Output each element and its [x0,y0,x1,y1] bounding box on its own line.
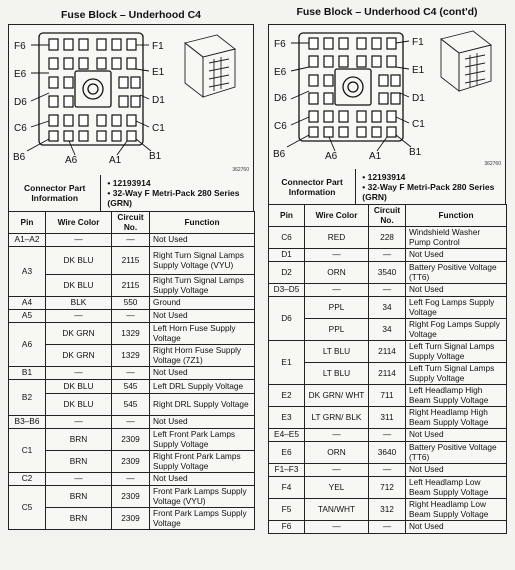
table-row [9,429,255,451]
table-row [9,297,255,310]
cell-circuit: — [112,416,150,429]
table-row [9,345,255,367]
cell-circuit: — [369,429,406,442]
svg-text:A1: A1 [369,151,382,162]
connector-part-details [101,175,253,211]
header-circuit: Circuit No. [112,212,150,234]
cell-circuit: 2114 [369,341,406,363]
cell-color: — [305,429,369,442]
cell-color: — [46,310,112,323]
svg-text:A1: A1 [109,155,122,166]
cell-color: ORN [305,262,369,284]
header-circuit: Circuit No. [369,205,406,227]
svg-text:B6: B6 [273,149,286,160]
cell-function: Not Used [150,367,255,380]
cell-color: PPL [305,319,369,341]
cell-pin: C2 [9,473,46,486]
table-row [9,367,255,380]
header-wire-color: Wire Color [46,212,112,234]
table-row [269,385,507,407]
table-row [9,473,255,486]
table-row [269,464,507,477]
right-panel [268,0,506,570]
table-header-row [9,212,255,234]
cell-circuit: — [112,473,150,486]
cell-function: Right Headlamp High Beam Supply Voltage [406,407,507,429]
connector-part-label: Connector Part Information [9,175,101,211]
svg-text:E1: E1 [412,65,425,76]
svg-text:C6: C6 [274,121,287,132]
cell-function: Not Used [150,234,255,247]
cell-function: Right Turn Signal Lamps Supply Voltage [150,275,255,297]
cell-function: Ground [150,297,255,310]
cell-function: Not Used [406,521,507,534]
cell-circuit: 2309 [112,429,150,451]
table-row [9,310,255,323]
cell-pin: A1–A2 [9,234,46,247]
cell-pin: E4–E5 [269,429,305,442]
svg-text:C1: C1 [152,123,165,134]
cell-circuit: 711 [369,385,406,407]
cell-function: Front Park Lamps Supply Voltage [150,508,255,530]
svg-text:F6: F6 [274,39,286,50]
connector-part-info [268,169,506,205]
connector-part-info [8,175,254,212]
cell-circuit: — [112,367,150,380]
cell-color: DK GRN [46,323,112,345]
cell-function: Right Front Park Lamps Supply Voltage [150,451,255,473]
svg-text:C1: C1 [412,119,425,130]
header-pin: Pin [9,212,46,234]
connector-face-diagram [269,25,505,169]
pin-cavities [49,39,140,141]
table-header-row [269,205,507,227]
svg-text:F1: F1 [152,41,164,52]
cell-color: BRN [46,486,112,508]
svg-text:B1: B1 [409,147,422,158]
cell-color: TAN/WHT [305,499,369,521]
cell-function: Left Horn Fuse Supply Voltage [150,323,255,345]
cell-function: Left Headlamp High Beam Supply Voltage [406,385,507,407]
cell-pin: F5 [269,499,305,521]
table-row [269,341,507,363]
cell-circuit: — [112,234,150,247]
cell-color: DK GRN [46,345,112,367]
cell-function: Battery Positive Voltage (TT6) [406,262,507,284]
right-title: Fuse Block – Underhood C4 (cont'd) [296,6,478,18]
cell-pin: F1–F3 [269,464,305,477]
connector-isometric-icon [441,31,491,91]
cell-color: DK GRN/ WHT [305,385,369,407]
svg-text:E6: E6 [14,69,27,80]
cell-circuit: 712 [369,477,406,499]
cell-function: Left Turn Signal Lamps Supply Voltage [406,363,507,385]
right-connector-diagram [268,24,506,170]
cell-circuit: 34 [369,297,406,319]
connector-part-details [356,169,505,204]
table-row [269,429,507,442]
table-row [9,380,255,394]
svg-text:B6: B6 [13,152,26,163]
cell-circuit: — [369,521,406,534]
cell-function: Battery Positive Voltage (TT6) [406,442,507,464]
figure-number: 362760 [484,161,501,167]
cell-circuit: 2309 [112,451,150,473]
table-row [269,297,507,319]
table-row [269,284,507,297]
table-row [9,275,255,297]
cell-pin: C6 [269,227,305,249]
cell-color: DK BLU [46,275,112,297]
cell-color: DK BLU [46,247,112,275]
cell-pin: A4 [9,297,46,310]
cell-function: Not Used [406,429,507,442]
cell-function: Not Used [406,249,507,262]
cell-circuit: 2115 [112,247,150,275]
connector-isometric-icon [185,35,235,97]
cell-function: Left Turn Signal Lamps Supply Voltage [406,341,507,363]
header-function: Function [150,212,255,234]
part-number: • 12193914 [362,172,406,182]
cell-color: YEL [305,477,369,499]
left-panel [8,0,254,570]
cell-circuit: 312 [369,499,406,521]
cell-pin: A3 [9,247,46,297]
cell-circuit: 545 [112,394,150,416]
cell-function: Not Used [406,464,507,477]
cell-function: Right Headlamp Low Beam Supply Voltage [406,499,507,521]
cell-pin: E6 [269,442,305,464]
cell-circuit: 3540 [369,262,406,284]
cell-pin: B2 [9,380,46,416]
table-row [9,394,255,416]
table-row [269,407,507,429]
cell-pin: D3–D5 [269,284,305,297]
table-row [9,451,255,473]
table-row [269,521,507,534]
cell-pin: E1 [269,341,305,385]
cell-color: RED [305,227,369,249]
cell-circuit: 1329 [112,345,150,367]
cell-pin: A6 [9,323,46,367]
cell-circuit: 545 [112,380,150,394]
table-row [9,486,255,508]
cell-function: Windshield Washer Pump Control [406,227,507,249]
cell-function: Not Used [406,284,507,297]
table-row [9,234,255,247]
cell-pin: D1 [269,249,305,262]
cell-pin: B3–B6 [9,416,46,429]
cell-function: Not Used [150,416,255,429]
table-row [269,227,507,249]
connector-part-label: Connector Part Information [269,169,356,204]
left-connector-diagram [8,24,254,176]
cell-color: DK BLU [46,380,112,394]
cell-color: — [305,464,369,477]
svg-text:D6: D6 [274,93,287,104]
connector-face-diagram [9,25,253,175]
cell-color: — [46,416,112,429]
header-wire-color: Wire Color [305,205,369,227]
cell-pin: F6 [269,521,305,534]
cell-function: Right Turn Signal Lamps Supply Voltage (VYU) [150,247,255,275]
cell-color: ORN [305,442,369,464]
table-row [9,508,255,530]
cell-color: DK BLU [46,394,112,416]
svg-text:C6: C6 [14,123,27,134]
figure-number: 362760 [232,167,249,173]
connector-type: • 32-Way F Metri-Pack 280 Series (GRN) [362,182,495,202]
cell-color: — [46,473,112,486]
cell-color: — [305,249,369,262]
table-row [269,477,507,499]
svg-text:D1: D1 [412,93,425,104]
table-row [269,363,507,385]
cell-color: LT BLU [305,363,369,385]
cell-color: LT GRN/ BLK [305,407,369,429]
right-pin-table [268,204,507,534]
cell-function: Not Used [150,473,255,486]
svg-text:D6: D6 [14,97,27,108]
cell-pin: C5 [9,486,46,530]
cell-function: Left Front Park Lamps Supply Voltage [150,429,255,451]
cell-color: BLK [46,297,112,310]
table-row [269,442,507,464]
cell-color: LT BLU [305,341,369,363]
cell-circuit: — [369,284,406,297]
table-row [9,247,255,275]
svg-text:F6: F6 [14,41,26,52]
pin-cavities [309,38,400,137]
svg-text:A6: A6 [325,151,338,162]
cell-function: Not Used [150,310,255,323]
cell-pin: D6 [269,297,305,341]
cell-function: Left Headlamp Low Beam Supply Voltage [406,477,507,499]
cell-color: — [46,367,112,380]
cell-circuit: 3640 [369,442,406,464]
cell-pin: A5 [9,310,46,323]
table-row [9,416,255,429]
table-row [9,323,255,345]
svg-text:F1: F1 [412,37,424,48]
cell-function: Right Fog Lamps Supply Voltage [406,319,507,341]
header-pin: Pin [269,205,305,227]
cell-pin: D2 [269,262,305,284]
cell-pin: E3 [269,407,305,429]
svg-text:E6: E6 [274,67,287,78]
cell-circuit: — [112,310,150,323]
cell-circuit: 228 [369,227,406,249]
cell-circuit: — [369,249,406,262]
cell-function: Left Fog Lamps Supply Voltage [406,297,507,319]
table-row [269,249,507,262]
cell-color: — [305,284,369,297]
cell-function: Left DRL Supply Voltage [150,380,255,394]
cell-color: BRN [46,429,112,451]
cell-function: Right DRL Supply Voltage [150,394,255,416]
cell-color: PPL [305,297,369,319]
table-row [269,319,507,341]
cell-circuit: 34 [369,319,406,341]
cell-circuit: 311 [369,407,406,429]
svg-text:B1: B1 [149,151,162,162]
cell-pin: F4 [269,477,305,499]
cell-circuit: 2309 [112,486,150,508]
cell-circuit: 550 [112,297,150,310]
table-row [269,262,507,284]
svg-text:A6: A6 [65,155,78,166]
cell-function: Front Park Lamps Supply Voltage (VYU) [150,486,255,508]
left-pin-table [8,211,255,530]
header-function: Function [406,205,507,227]
left-title: Fuse Block – Underhood C4 [60,9,202,21]
cell-pin: B1 [9,367,46,380]
cell-circuit: 2114 [369,363,406,385]
cell-circuit: 2309 [112,508,150,530]
cell-circuit: — [369,464,406,477]
cell-pin: E2 [269,385,305,407]
cell-color: — [46,234,112,247]
cell-function: Right Horn Fuse Supply Voltage (7Z1) [150,345,255,367]
connector-type: • 32-Way F Metri-Pack 280 Series (GRN) [107,188,240,208]
table-row [269,499,507,521]
cell-pin: C1 [9,429,46,473]
cell-color: — [305,521,369,534]
part-number: • 12193914 [107,178,151,188]
svg-text:E1: E1 [152,67,165,78]
cell-circuit: 1329 [112,323,150,345]
cell-color: BRN [46,451,112,473]
svg-text:D1: D1 [152,95,165,106]
cell-circuit: 2115 [112,275,150,297]
cell-color: BRN [46,508,112,530]
